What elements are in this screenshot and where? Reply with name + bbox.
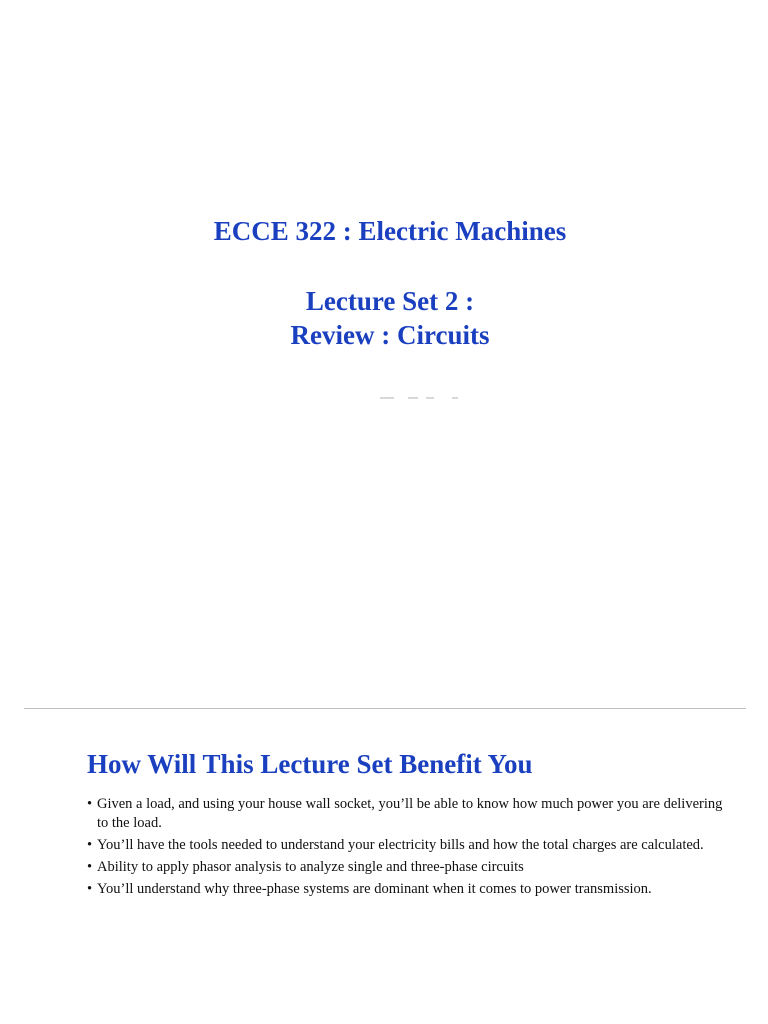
- bullet-list: [87, 795, 727, 902]
- course-title: ECCE 322 : Electric Machines: [213, 216, 567, 246]
- benefits-slide: [0, 709, 768, 1024]
- lecture-subtitle: Review : Circuits: [290, 320, 490, 350]
- faint-scan-mark: [380, 397, 462, 401]
- lecture-title: Lecture Set 2 :: [305, 286, 475, 316]
- bullet-text: Given a load, and using your house wall socket, you’ll be able to know how much power you are delivering to the load.: [97, 796, 723, 831]
- bullet-item: [87, 836, 727, 855]
- slide-title: How Will This Lecture Set Benefit You: [87, 749, 533, 779]
- bullet-item: [87, 795, 727, 833]
- bullet-dot: •: [87, 796, 93, 812]
- bullet-text: You’ll have the tools needed to understand your electricity bills and how the total charges are calculated.: [97, 837, 704, 853]
- bullet-item: [87, 880, 727, 899]
- bullet-dot: •: [87, 837, 93, 853]
- bullet-item: [87, 858, 727, 877]
- bullet-text: You’ll understand why three-phase systems are dominant when it comes to power transmission.: [97, 881, 652, 897]
- bullet-dot: •: [87, 859, 93, 875]
- bullet-text: Ability to apply phasor analysis to analyze single and three-phase circuits: [97, 859, 524, 875]
- bullet-dot: •: [87, 881, 93, 897]
